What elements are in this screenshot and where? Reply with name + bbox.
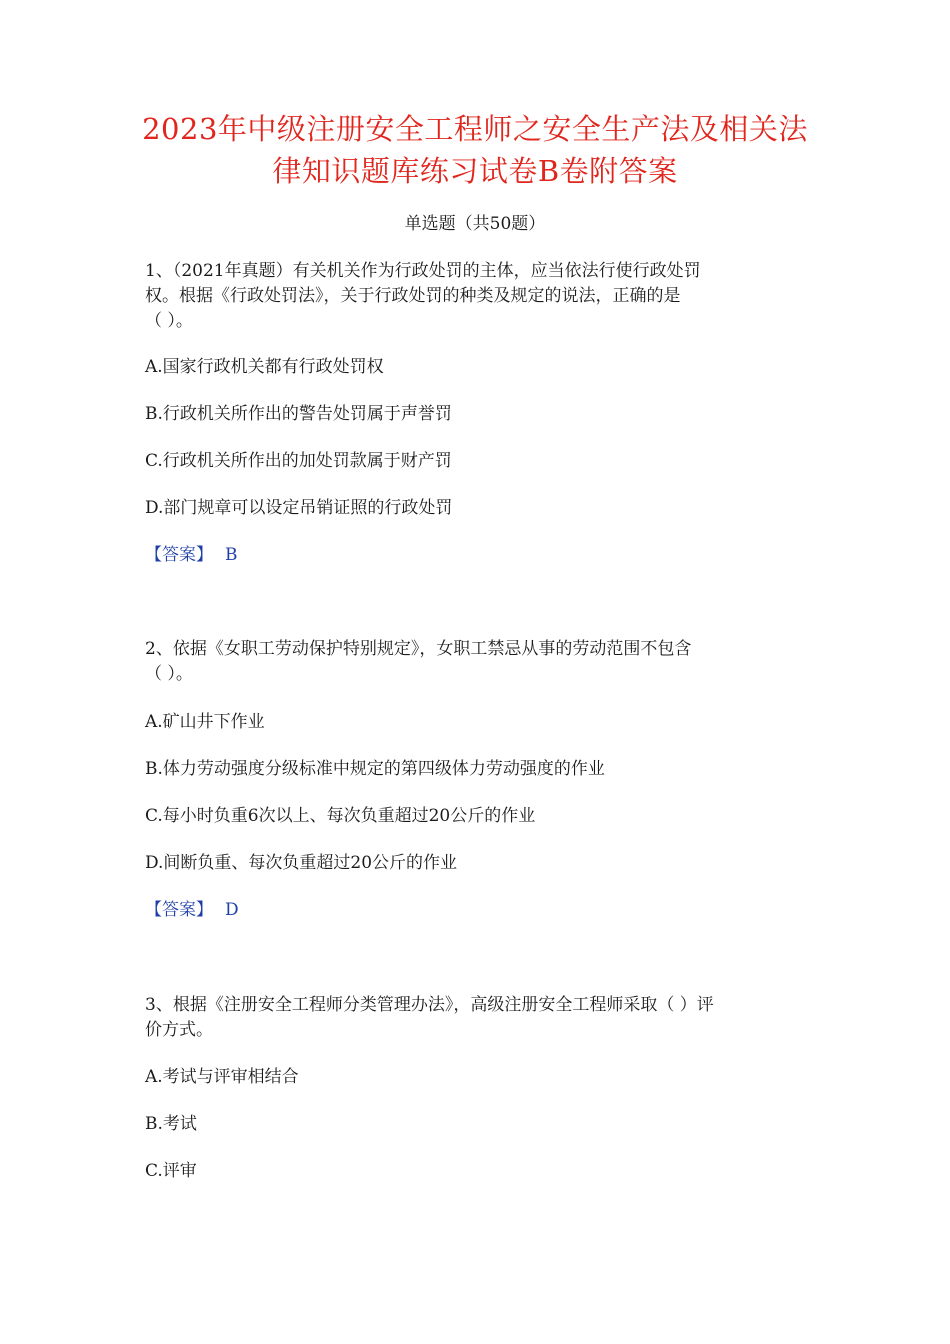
section-heading: 单选题（共50题）: [404, 214, 546, 234]
answer-value: B: [225, 545, 238, 565]
question-1-option-a: A.国家行政机关都有行政处罚权: [145, 357, 384, 377]
question-2-stem-line-1: 2、依据《女职工劳动保护特别规定》，女职工禁忌从事的劳动范围不包含: [145, 639, 692, 659]
question-2-stem-line-2: （ ）。: [145, 664, 193, 684]
answer-label: 【答案】: [145, 545, 213, 565]
question-3-option-b: B.考试: [145, 1114, 197, 1134]
question-1-answer: [145, 543, 805, 567]
question-3-stem-line-1: 3、根据《注册安全工程师分类管理办法》，高级注册安全工程师采取（ ）评: [145, 995, 714, 1015]
question-2-option-d: D.间断负重、每次负重超过20公斤的作业: [145, 853, 458, 873]
answer-value: D: [225, 900, 239, 920]
question-1-stem-line-3: （ ）。: [145, 311, 193, 331]
question-3-option-c: C.评审: [145, 1161, 197, 1181]
question-2-option-c: C.每小时负重6次以上、每次负重超过20公斤的作业: [145, 806, 536, 826]
question-1-option-b: B.行政机关所作出的警告处罚属于声誉罚: [145, 404, 452, 424]
title-line-2: 律知识题库练习试卷B卷附答案: [272, 154, 678, 188]
question-1-stem-line-1: 1、（2021年真题）有关机关作为行政处罚的主体，应当依法行使行政处罚: [145, 261, 701, 281]
question-1-option-d: D.部门规章可以设定吊销证照的行政处罚: [145, 498, 453, 518]
question-2-option-a: A.矿山井下作业: [145, 712, 265, 732]
title-line-1: 2023年中级注册安全工程师之安全生产法及相关法: [142, 112, 808, 146]
question-2-answer: [145, 898, 805, 922]
question-1-stem-line-2: 权。根据《行政处罚法》，关于行政处罚的种类及规定的说法，正确的是: [145, 286, 681, 306]
question-3-stem-line-2: 价方式。: [145, 1020, 213, 1040]
answer-label: 【答案】: [145, 900, 213, 920]
document-title: [120, 108, 830, 192]
question-3-option-a: A.考试与评审相结合: [145, 1067, 299, 1087]
question-2-option-b: B.体力劳动强度分级标准中规定的第四级体力劳动强度的作业: [145, 759, 605, 779]
question-1-option-c: C.行政机关所作出的加处罚款属于财产罚: [145, 451, 452, 471]
